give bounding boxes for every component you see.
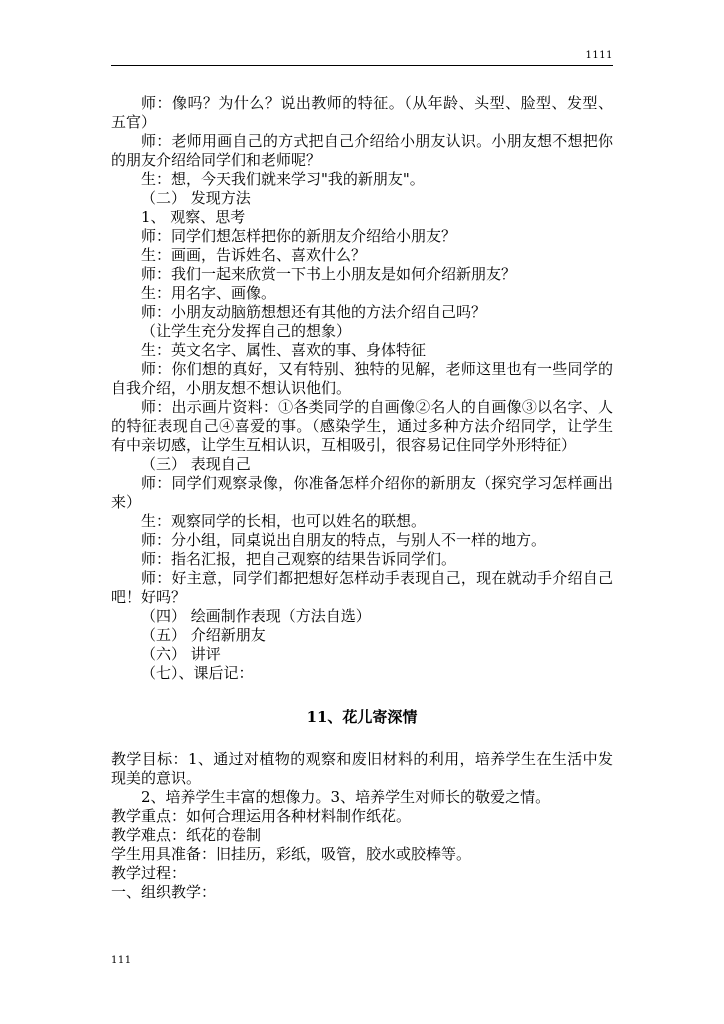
section-heading: （二） 发现方法 [141,189,251,207]
paragraph: 师：同学们想怎样把你的新朋友介绍给小朋友？ [141,227,457,245]
sub-heading: 1、 观察、思考 [141,208,246,226]
paragraph: 教学目标：1、通过对植物的观察和废旧材料的利用，培养学生在生活中发现美的意识。 [111,750,613,787]
footer-page-number: 111 [111,955,132,966]
paragraph: 师：出示画片资料：①各类同学的自画像②名人的自画像③以名字、人的特征表现自己④喜爱的事。（感染学生，通过多种方法介绍同学，让学生有中亲切感，让学生互相认识，互相吸引，很容易记住同学外形特征） [111,398,613,454]
paragraph: 生：画画，告诉姓名、喜欢什么？ [141,246,367,264]
section-heading: （七）、课后记： [141,664,254,682]
section-heading: （五） 介绍新朋友 [141,626,266,644]
paragraph: 师：我们一起来欣赏一下书上小朋友是如何介绍新朋友？ [141,265,517,283]
paragraph: 师：你们想的真好，又有特别、独特的见解，老师这里也有一些同学的自我介绍，小朋友想不想认识他们。 [111,360,613,397]
section-heading: （六） 讲评 [141,645,221,663]
paragraph: 师：好主意，同学们都把想好怎样动手表现自己，现在就动手介绍自己吧！好吗？ [111,569,613,606]
paragraph: 师：指名汇报，把自己观察的结果告诉同学们。 [141,550,457,568]
section-title: 11、花儿寄深情 [306,708,418,726]
paragraph: 一、组织教学： [111,883,217,901]
paragraph: 生：想，今天我们就来学习"我的新朋友"。 [141,170,425,188]
paragraph: 学生用具准备：旧挂历，彩纸，吸管，胶水或胶棒等。 [111,845,472,863]
paragraph: 师：同学们观察录像，你准备怎样介绍你的新朋友（探究学习怎样画出来） [111,474,613,511]
header-page-number: 1111 [585,50,613,61]
paragraph: （让学生充分发挥自己的想象） [141,322,352,340]
section-heading: （三） 表现自己 [141,455,251,473]
paragraph: 教学难点：纸花的卷制 [111,826,262,844]
paragraph: 师：分小组，同桌说出自朋友的特点，与别人不一样的地方。 [141,531,547,549]
paragraph: 师：像吗？为什么？说出教师的特征。（从年龄、头型、脸型、发型、五官） [111,94,613,131]
paragraph: 师：小朋友动脑筋想想还有其他的方法介绍自己吗？ [141,303,487,321]
paragraph: 生：用名字、画像。 [141,284,277,302]
paragraph: 生：观察同学的长相，也可以姓名的联想。 [141,512,427,530]
paragraph: 师：老师用画自己的方式把自己介绍给小朋友认识。小朋友想不想把你的朋友介绍给同学们和老师呢？ [111,132,613,169]
paragraph: 2、培养学生丰富的想像力。3、培养学生对师长的敬爱之情。 [141,788,551,806]
paragraph: 教学重点：如何合理运用各种材料制作纸花。 [111,807,412,825]
document-body [111,94,613,902]
paragraph: 生：英文名字、属性、喜欢的事、身体特征 [141,341,427,359]
header-rule [111,65,613,66]
section-heading: （四） 绘画制作表现（方法自选） [141,607,371,625]
paragraph: 教学过程： [111,864,187,882]
